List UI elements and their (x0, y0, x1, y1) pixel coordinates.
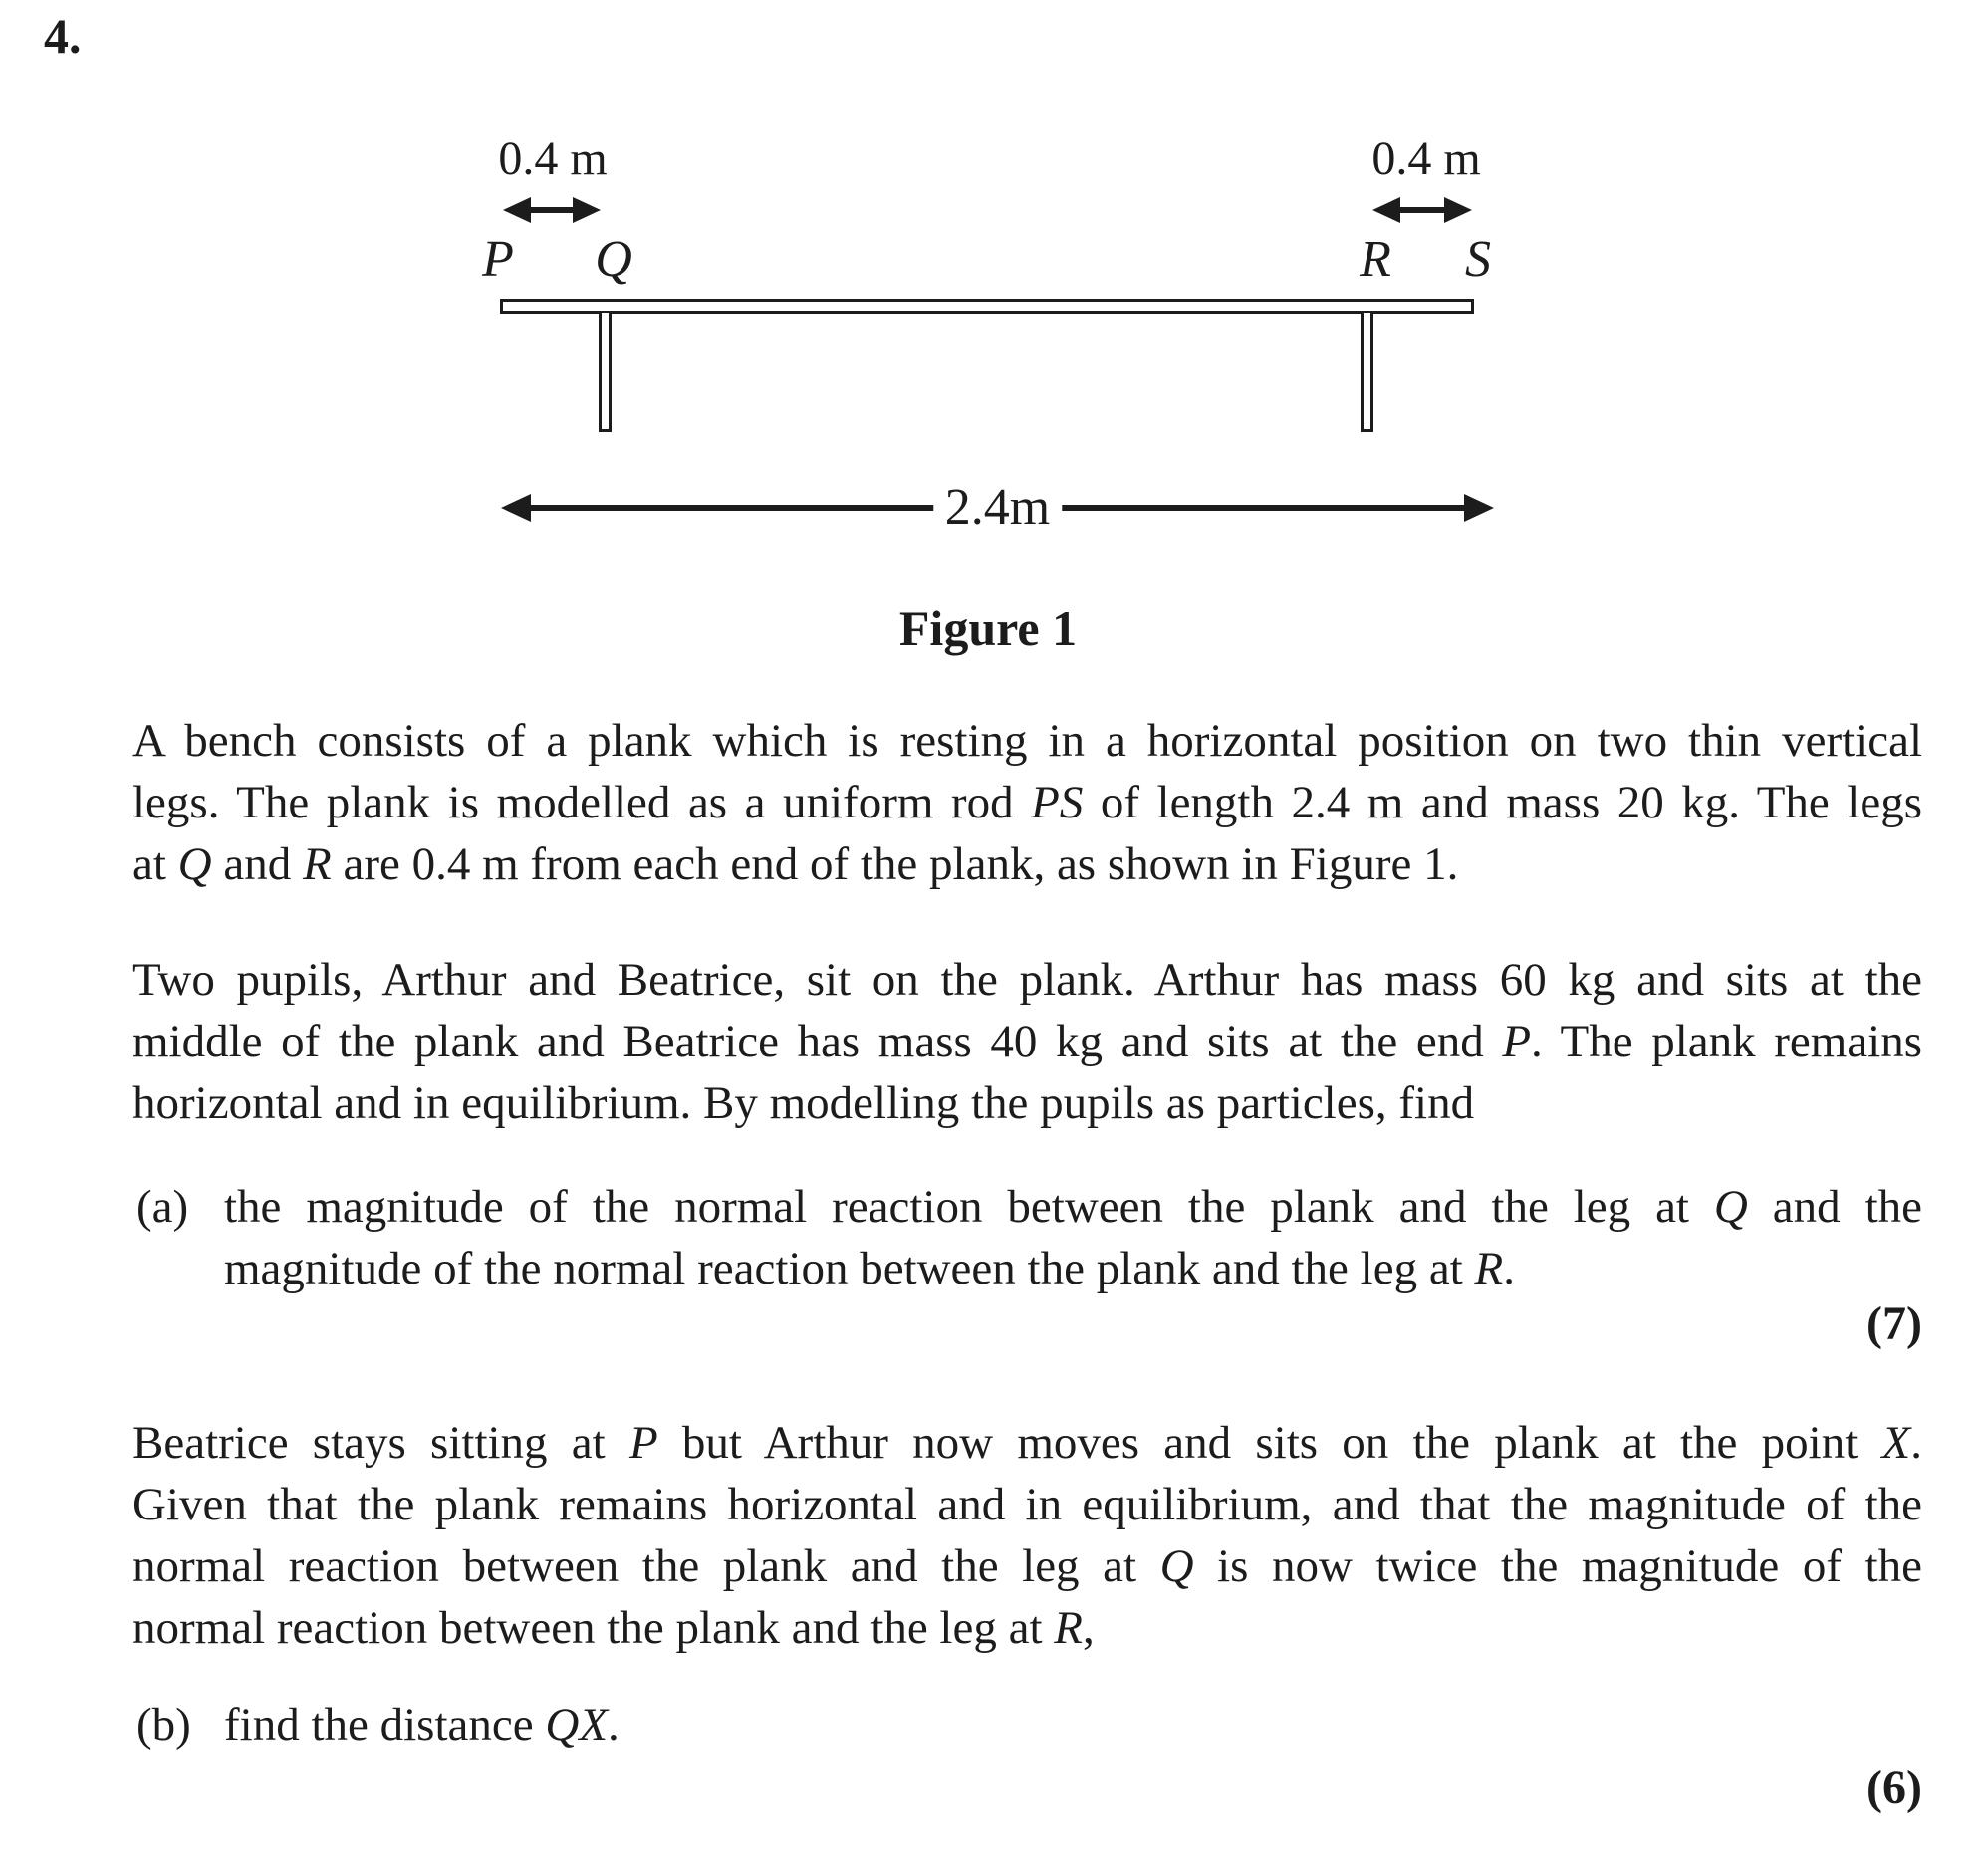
point-label-s: S (1465, 231, 1491, 288)
arrowhead-right-icon (1444, 197, 1472, 223)
marks-part-a: (7) (1866, 1297, 1922, 1350)
dim-arrow-right (1372, 197, 1472, 223)
plank (500, 299, 1474, 314)
math-variable: Q (1713, 1181, 1748, 1233)
text-line (132, 1072, 1922, 1134)
math-variable: Q (177, 838, 212, 890)
text-segment: magnitude of the normal reaction between the plank and the leg at (224, 1243, 1475, 1294)
problem-paragraph-1 (132, 710, 1922, 895)
text-segment: but Arthur now moves and sits on the plank at the point (657, 1417, 1882, 1469)
math-variable: R (1054, 1602, 1083, 1654)
text-segment: Given that the plank remains horizontal and in equilibrium, and that the magnitude of the (132, 1479, 1922, 1530)
text-line (132, 1011, 1922, 1072)
text-segment: normal reaction between the plank and the leg at (132, 1602, 1055, 1654)
text-line (132, 1597, 1922, 1659)
math-variable: X (1881, 1417, 1911, 1469)
arrowhead-right-icon (573, 197, 601, 223)
text-line (224, 1176, 1922, 1238)
text-line (132, 1412, 1922, 1474)
part-b-text (224, 1694, 1922, 1755)
text-segment: . (608, 1699, 620, 1751)
text-line (132, 1474, 1922, 1535)
text-segment: at (132, 838, 178, 890)
math-variable: PS (1031, 777, 1084, 828)
dim-label-total: 2.4m (933, 479, 1062, 537)
problem-paragraph-3 (132, 1412, 1922, 1659)
arrowhead-right-icon (1464, 494, 1494, 522)
text-segment: . (1503, 1243, 1515, 1294)
part-a-label: (a) (136, 1181, 189, 1233)
part-a-text (224, 1176, 1922, 1299)
part-b (132, 1694, 1922, 1755)
question-number: 4. (44, 8, 82, 64)
math-variable: P (1502, 1016, 1532, 1067)
text-segment: , (1083, 1602, 1095, 1654)
text-segment: Beatrice stays sitting at (132, 1417, 629, 1469)
math-variable: P (628, 1417, 658, 1469)
text-segment: are 0.4 m from each end of the plank, as shown in Figure 1. (331, 838, 1459, 890)
text-line (224, 1238, 1922, 1299)
text-segment: and (211, 838, 303, 890)
figure-caption: Figure 1 (898, 600, 1078, 656)
text-segment: . (1910, 1417, 1922, 1469)
dim-arrow-left (503, 197, 601, 223)
text-segment: A bench consists of a plank which is resting in a horizontal position on two thin vertical (132, 715, 1922, 767)
text-segment: legs. The plank is modelled as a uniform rod (132, 777, 1032, 828)
text-segment: . The plank remains (1531, 1016, 1922, 1067)
text-line (132, 772, 1922, 833)
math-variable: Q (1159, 1540, 1194, 1592)
point-label-r: R (1360, 231, 1391, 288)
text-segment: of length 2.4 m and mass 20 kg. The legs (1083, 777, 1922, 828)
part-b-label: (b) (136, 1699, 191, 1751)
text-segment: horizontal and in equilibrium. By modelling the pupils as particles, find (132, 1077, 1475, 1129)
math-variable: R (1474, 1243, 1504, 1294)
text-line (132, 710, 1922, 772)
text-line (224, 1694, 1922, 1755)
dim-label-left: 0.4 m (498, 132, 608, 185)
math-variable: R (303, 838, 332, 890)
problem-paragraph-2 (132, 949, 1922, 1134)
figure-1 (0, 0, 1988, 697)
text-line (132, 949, 1922, 1011)
text-line (132, 833, 1922, 895)
text-segment: Two pupils, Arthur and Beatrice, sit on the plank. Arthur has mass 60 kg and sits at the (132, 954, 1922, 1006)
marks-part-b: (6) (1866, 1761, 1922, 1814)
text-line (132, 1535, 1922, 1597)
math-variable: QX (545, 1699, 609, 1751)
text-segment: the magnitude of the normal reaction between the plank and the leg at (224, 1181, 1714, 1233)
text-segment: normal reaction between the plank and the leg at (132, 1540, 1160, 1592)
text-segment: is now twice the magnitude of the (1193, 1540, 1922, 1592)
dim-arrow-total (501, 479, 1494, 536)
point-label-p: P (482, 231, 514, 288)
bench-leg-r (1361, 313, 1373, 432)
point-label-q: Q (595, 231, 632, 288)
text-segment: middle of the plank and Beatrice has mass 40 kg and sits at the end (132, 1016, 1503, 1067)
dim-label-right: 0.4 m (1371, 132, 1481, 185)
bench-leg-q (599, 313, 612, 432)
text-segment: find the distance (224, 1699, 546, 1751)
text-segment: and the (1747, 1181, 1923, 1233)
part-a (132, 1176, 1922, 1299)
